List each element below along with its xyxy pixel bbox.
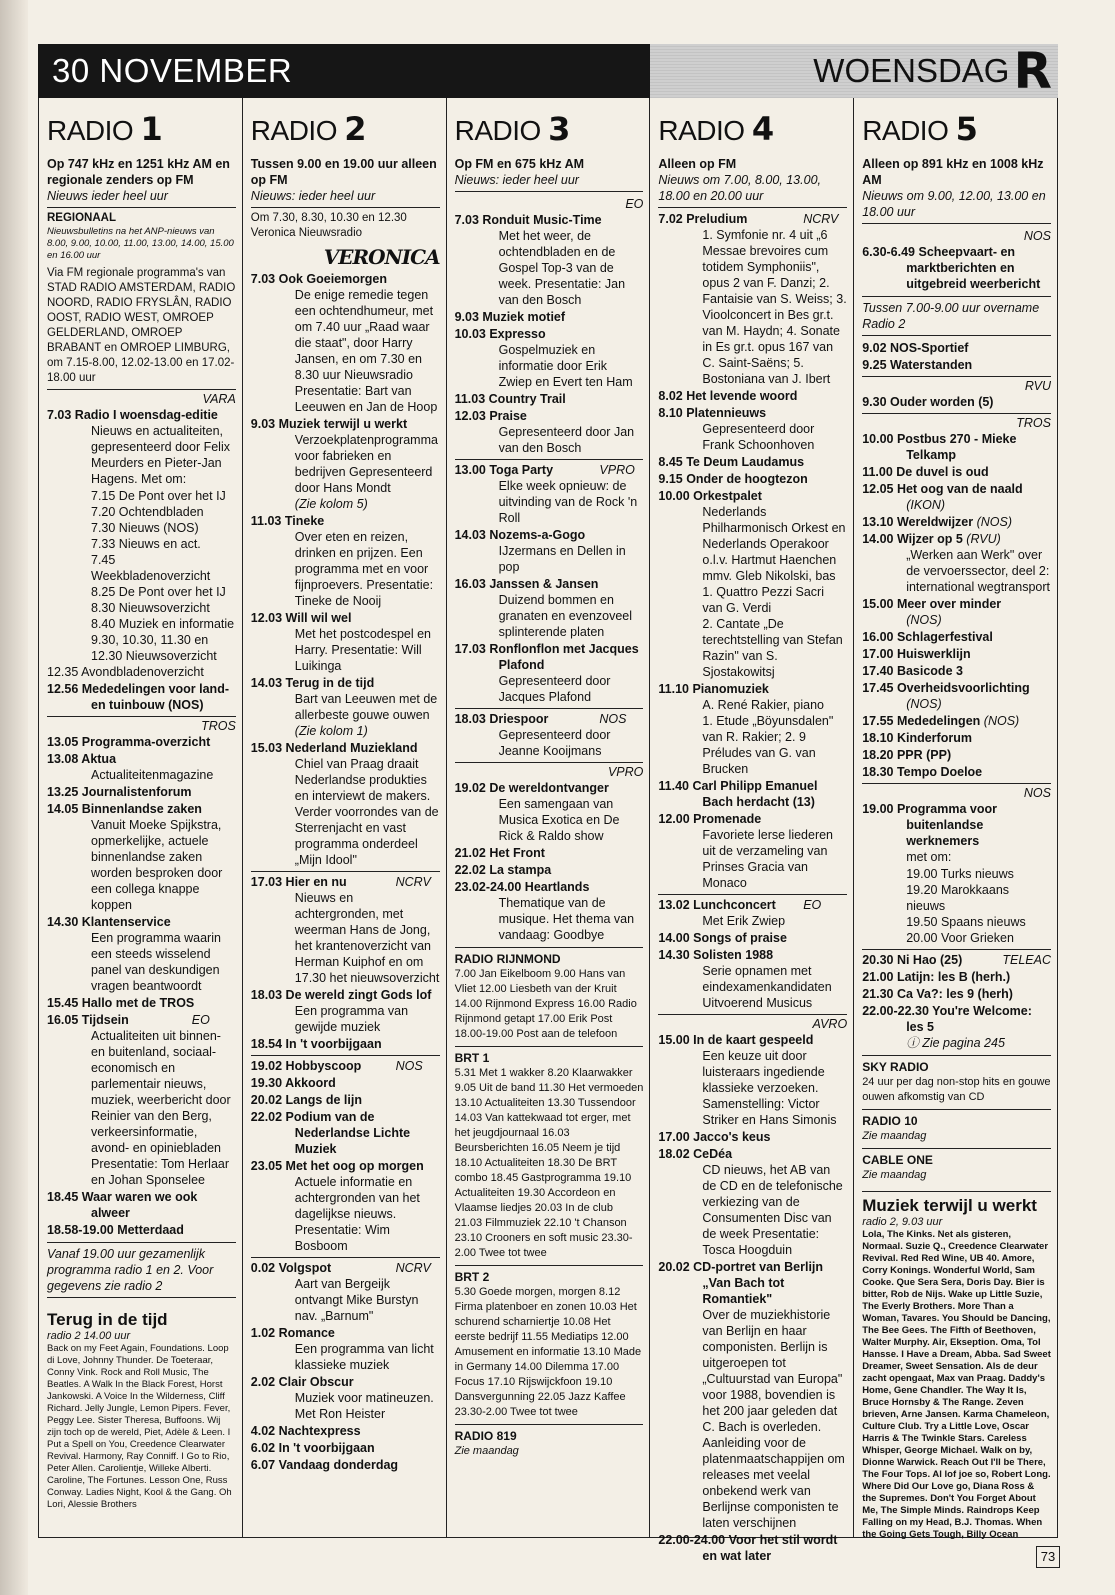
program-item: 19.30 Akkoord [250, 1076, 336, 1090]
program-item: 8.02 Het levende woord [658, 389, 798, 403]
station-title: RADIO RIJNMOND [455, 947, 644, 967]
playlist-box-subtitle: radio 2 14.00 uur [47, 1330, 131, 1342]
station-schedule: 5.31 Met 1 wakker 8.20 Klaarwakker 9.05 Uit de band 11.30 Het vermoeden 13.10 Actualiteiten 13.30 Tussendoor 14.03 Van kattekwaad tot erger, met het jeugdjournaal 16.03 Beursberichten 16.05 Neem je tijd 18.10 Actualiteiten 18.30 De BRT combo 18.45 Gastprogramma 19.10 Actualiteiten 19.30 Accordeon en Vlaamse liedjes 20.03 In de club 21.03 Filmmuziek 22.10 't Chanson 23.10 Crooners en soft music 23.30-2.00 Twee tot twee [454, 1067, 644, 1259]
broadcaster-label: RVU [862, 376, 1051, 394]
program-item: 18.03 De wereld zingt Gods lof Een programma van gewijde muziek [250, 988, 432, 1034]
program-item: 18.20 PPR (PP) [862, 748, 952, 762]
program-item: 9.30 Ouder worden (5) [862, 395, 994, 409]
program-item: NOS 19.02 Hobbyscoop [251, 1055, 440, 1074]
program-item: 17.00 Huiswerklijn [862, 647, 971, 661]
program-subitem: 7.33 Nieuws en act. [91, 537, 201, 551]
page-number: 73 [1036, 1546, 1060, 1568]
program-item: 7.03 Ook Goeiemorgen De enige remedie tegen een ochtendhumeur, met om 7.40 uur „Raad waar die staat", door Harry Jansen, en om 7.30 en 8.30 uur Nieuwsradio Presentatie: Bart van Leeuwen en Jan de Hoop [250, 272, 438, 414]
page-edge [0, 0, 28, 1595]
program-item: 23.02-24.00 Heartlands Thematique van de musique. Het thema van vandaag: Goodbye [454, 880, 635, 942]
program-item: 22.02 La stampa [454, 863, 552, 877]
program-subitem: 8.40 Muziek en informatie [91, 617, 235, 631]
program-item: 11.03 Tineke Over eten en reizen, drinken en prijzen. Een programma met en voor fijnproevers. Presentatie: Tineke de Nooij [250, 514, 434, 608]
program-item: 18.45 Waar waren we ook alweer [47, 1190, 198, 1220]
column-radio-5 [854, 98, 1057, 1540]
program-item: 13.10 Wereldwijzer (NOS) [862, 515, 1013, 529]
station-title: SKY RADIO [862, 1055, 1051, 1075]
program-item: 15.00 In de kaart gespeeld Een keuze uit door luisteraars ingediende klassieke verzoeken. Samenstelling: Victor Striker en Hans Simonis [658, 1033, 837, 1127]
news-info: Nieuws: ieder heel uur [251, 188, 440, 208]
radio-r-logo: R [1013, 42, 1052, 100]
program-subitem: 7.20 Ochtendbladen [91, 505, 204, 519]
broadcaster-label: TROS [47, 716, 236, 734]
header-day-block [650, 44, 1058, 98]
program-item: 8.10 Platennieuws Gepresenteerd door Frank Schoonhoven [658, 406, 815, 452]
program-item: 13.05 Programma-overzicht [47, 735, 211, 749]
program-item: VPRO 13.00 Toga Party Elke week opnieuw: de uitvinding van de Rock 'n Roll [455, 459, 644, 526]
column-radio-4 [650, 98, 854, 1563]
broadcaster-label: NOS [1023, 229, 1051, 243]
column-title: RADIO 5 [862, 110, 978, 148]
program-item: 21.00 Latijn: les B (herh.) [862, 970, 1011, 984]
program-item: 12.56 Mededelingen voor land- en tuinbouw (NOS) [47, 682, 229, 712]
program-item: 18.30 Tempo Doeloe [862, 765, 983, 779]
info-icon: ⓘ [906, 1036, 919, 1050]
broadcaster-label: VARA [47, 389, 236, 407]
playlist-box-body: Lola, The Kinks. Net als gisteren, Normaal. Suzie Q., Creedence Clearwater Revival. Red Red Wine, UB 40. Amore, Corry Konings. Wonderful World, Sam Cooke. Que Sera Sera, Doris Day. Bier is bitter, Rob de Nijs. Wake up Little Suzie, The Everly Brothers. More Than a Woman, Tavares. You Should be Dancing, The Bee Gees. The Fifth of Beethoven, Walter Murphy. Air, Ekseption. Oma, Tol Hansse. I Have a Dream, Abba. Sad Sweet Dreamer, Sweet Sensation. Als de deur zacht opengaat, Max van Praag. Daddy's Home, Gene Chandler. The Way It Is, Bruce Hornsby & The Range. Zeven brieven, Arne Jansen. Karma Chameleon, Culture Club. Try a Little Love, Oscar Harris & The Twinkle Stars. Careless Whisper, George Michael. Walk on by, Dionne Warwick. Reach Out I'll be There, The Four Tops. Al lof joe so, Robert Long. Where Did Our Love go, Diana Ross & the Supremes. Don't You Forget About Me, The Simple Minds. Raindrops Keep Falling on my Head, B.J. Thomas. When the Going Gets Tough, Billy Ocean [862, 1229, 1051, 1540]
playlist-box-subtitle: radio 2, 9.03 uur [862, 1216, 943, 1228]
program-item: 9.03 Muziek motief [454, 310, 566, 324]
program-subitem: 8.25 De Pont over het IJ [91, 585, 226, 599]
program-item: 14.05 Binnenlandse zaken Vanuit Moeke Spijkstra, opmerkelijke, actuele binnenlandse zaken worden besproken door een collega knappe koppen [47, 802, 223, 912]
program-item: 18.54 In 't voorbijgaan [250, 1037, 382, 1051]
shared-program-note: Vanaf 19.00 uur gezamenlijk programma radio 1 en 2. Voor gegevens zie radio 2 [47, 1242, 236, 1298]
station-schedule: Zie maandag [454, 1445, 519, 1457]
playlist-box-title: Terug in de tijd [47, 1310, 168, 1329]
program-item: 14.03 Terug in de tijd Bart van Leeuwen met de allerbeste gouwe ouwen (Zie kolom 1) [250, 676, 438, 738]
program-subitem: 20.00 Voor Grieken [906, 931, 1014, 945]
program-item: 16.00 Schlagerfestival [862, 630, 993, 644]
schedule-columns [38, 98, 1058, 1563]
program-subitem: 7.30 Nieuws (NOS) [91, 521, 199, 535]
column-title: RADIO 3 [454, 110, 570, 148]
program-item: 17.40 Basicode 3 [862, 664, 963, 678]
program-item: 15.45 Hallo met de TROS [47, 996, 195, 1010]
station-schedule: 5.30 Goede morgen, morgen 8.12 Firma platenboer en zonen 10.03 Het schurend scharniertje 10.08 Het eerste bedrijf 11.55 Mediatips 12.00 Amusement en informatie 13.10 Made in Germany 14.00 Dilemma 17.00 Focus 17.10 Rijswijckfoon 19.10 Dansvergunning 22.05 Jazz Kaffee 23.30-2.00 Twee tot twee [454, 1286, 642, 1418]
station-title: RADIO 819 [455, 1424, 644, 1444]
program-item: 14.30 Klantenservice Een programma waarin een steeds wisselend panel van deskundigen vragen beantwoordt [47, 915, 221, 993]
frequency-info: Op 747 kHz en 1251 kHz AM en regionale zenders op FM [47, 157, 230, 187]
program-item: 10.00 Orkestpalet Nederlands Philharmonisch Orkest en Nederlands Operakoor o.l.v. Hartmut Haenchen mmv. Gleb Nikolski, bas 1. Quattro Pezzi Sacri van G. Verdi 2. Cantate „De terechtstelling van Stefan Razin" van S. Sjostakowitsj [658, 489, 846, 679]
veronica-logo: VERONICA [323, 245, 440, 269]
regional-fm-text: Via FM regionale programma's van STAD RADIO AMSTERDAM, RADIO NOORD, RADIO FRYSLÂN, RADIO OOST, RADIO WEST, OMROEP GELDERLAND, OMROEP BRABANT en OMROEP LIMBURG, om 7.15-8.00, 12.02-13.00 en 17.02-18.00 uur [47, 267, 236, 384]
program-item: 12.35 Avondbladenoverzicht [47, 665, 204, 679]
program-item: 14.00 Wijzer op 5 (RVU) „Werken aan Werk" over de vervoerssector, deel 2: international wegtransport [862, 532, 1051, 594]
program-item: 23.05 Met het oog op morgen Actuele informatie en achtergronden van het dagelijkse nieuws. Presentatie: Wim Bosboom [250, 1159, 424, 1253]
station-schedule: 24 uur per dag non-stop hits en gouwe ouwen afkomstig van CD [862, 1076, 1051, 1103]
program-item: 11.03 Country Trail [454, 392, 566, 406]
program-item: 17.55 Mededelingen (NOS) [862, 714, 1020, 728]
program-item: 22.00-22.30 You're Welcome: les 5 ⓘ Zie pagina 245 [862, 1004, 1032, 1050]
news-info: Nieuws: ieder heel uur [455, 172, 644, 192]
program-item: 9.02 NOS-Sportief [862, 341, 969, 355]
station-title: CABLE ONE [862, 1148, 1051, 1168]
program-item: 6.07 Vandaag donderdag [250, 1458, 399, 1472]
program-item: 6.30-6.49 Scheepvaart- en marktberichten en uitgebreid weerbericht [862, 245, 1041, 291]
program-item: 12.03 Will wil wel Met het postcodespel en Harry. Presentatie: Will Luikinga [250, 611, 431, 673]
program-item: 1.02 Romance Een programma van licht klassieke muziek [250, 1326, 434, 1372]
program-item: 11.00 De duvel is oud [862, 465, 989, 479]
program-item: 12.03 Praise Gepresenteerd door Jan van den Bosch [454, 409, 635, 455]
program-item: 17.00 Jacco's keus [658, 1130, 771, 1144]
program-item: 18.10 Kinderforum [862, 731, 972, 745]
header-day: WOENSDAG [813, 52, 1010, 89]
program-item: 10.00 Postbus 270 - Mieke Telkamp [862, 432, 1017, 462]
playlist-box-title: Muziek terwijl u werkt [862, 1191, 1051, 1216]
frequency-info: Alleen op FM [658, 157, 737, 171]
program-subitem: 19.50 Spaans nieuws [906, 915, 1026, 929]
program-item: 21.02 Het Front [454, 846, 545, 860]
column-radio-3 [447, 98, 651, 1537]
program-item: NOS 18.03 Driespoor Gepresenteerd door Jeanne Kooijmans [455, 708, 644, 759]
header-date: 30 NOVEMBER [38, 44, 650, 98]
program-item: 21.30 Ca Va?: les 9 (herh) [862, 987, 1013, 1001]
program-item: 9.25 Waterstanden [862, 358, 973, 372]
program-item: 20.02 CD-portret van Berlijn „Van Bach tot Romantiek" Over de muziekhistorie van Berlijn en haar componisten. Berlijn is uitgeroepen tot „Cultuurstad van Europa" voor 1988, bovendien is het 200 jaar geleden dat C. Bach is overleden. Aanleiding voor de platenmaatschappijen om releases met veelal onbekend werk van Berlijnse componisten te laten verschijnen [658, 1260, 845, 1530]
news-info: Nieuws ieder heel uur [47, 188, 236, 208]
veronica-news-times: Om 7.30, 8.30, 10.30 en 12.30 Veronica Nieuwsradio [250, 212, 407, 239]
broadcaster-label: VPRO [455, 762, 644, 780]
station-title: BRT 1 [455, 1046, 644, 1066]
page-header [38, 44, 1058, 98]
program-item: NCRV 0.02 Volgspot Aart van Bergeijk ontvangt Mike Burstyn nav. „Barnum" [251, 1257, 440, 1324]
broadcaster-label: TROS [862, 413, 1051, 431]
station-schedule: 7.00 Jan Eikelboom 9.00 Hans van Vliet 12.00 Liesbeth van der Kruit 14.00 Rijnmond Express 16.00 Radio Rijnmond getapt 17.00 Erik Post 18.00-19.00 Post aan de telefoon [454, 968, 637, 1040]
program-item: EO 16.05 Tijdsein Actualiteiten uit binnen- en buitenland, sociaal-economisch en parlementair nieuws, muziek, weerbericht door Reinier van den Berg, verkeersinformatie, avond- en opiniebladen Presentatie: Tom Herlaar en Johan Sponselee [47, 1013, 231, 1187]
program-item: 16.03 Janssen & Jansen Duizend bommen en granaten en evenzoveel splinterende platen [454, 577, 633, 639]
program-subitem: 19.00 Turks nieuws [906, 867, 1014, 881]
program-item: 8.45 Te Deum Laudamus [658, 455, 805, 469]
program-item: 2.02 Clair Obscur Muziek voor matineuzen. Met Ron Heister [250, 1375, 434, 1421]
station-title: BRT 2 [455, 1265, 644, 1285]
program-item: 15.03 Nederland Muziekland Chiel van Praag draait Nederlandse produkties en interviewt de makers. Verder voorrondes van de Sterrenjacht en vast programma onderdeel „Mijn Idool" [250, 741, 439, 867]
station-schedule: Zie maandag [862, 1130, 927, 1142]
program-item: 22.02 Podium van de Nederlandse Lichte Muziek [250, 1110, 411, 1156]
program-item: 19.02 De wereldontvanger Een samengaan van Musica Exotica en De Rick & Raldo show [454, 781, 620, 843]
frequency-info: Alleen op 891 kHz en 1008 kHz AM [862, 157, 1044, 187]
column-title: RADIO 2 [250, 110, 367, 148]
program-item: 19.00 Programma voor buitenlandse werknemers met om: [862, 802, 997, 864]
regional-text: Nieuwsbulletins na het ANP-nieuws van 8.00, 9.00, 10.00, 11.00, 13.00, 14.00, 15.00 en 16.00 uur [47, 226, 234, 261]
column-radio-1 [39, 98, 243, 1537]
station-schedule: Zie maandag [862, 1169, 927, 1181]
program-item: 13.08 Aktua Actualiteitenmagazine [47, 752, 214, 782]
program-item: 15.00 Meer over minder (NOS) [862, 597, 1002, 627]
news-info: Nieuws om 9.00, 12.00, 13.00 en 18.00 uur [862, 188, 1051, 224]
program-item: 17.45 Overheidsvoorlichting (NOS) [862, 681, 1030, 711]
program-item: 13.25 Journalistenforum [47, 785, 192, 799]
program-item: NCRV 17.03 Hier en nu Nieuws en achtergronden, met weerman Hans de Jong, het krantenoverzicht van Herman Kuiphof en om 17.30 het nieuwsoverzicht [251, 871, 440, 986]
program-item: 7.03 Ronduit Music-Time Met het weer, de ochtendbladen en de Gospel Top-3 van de week. Presentatie: Jan van den Bosch [454, 213, 626, 307]
program-item: 14.30 Solisten 1988 Serie opnamen met eindexamenkandidaten Uitvoerend Musicus [658, 948, 832, 1010]
broadcaster-label: EO [625, 197, 644, 211]
program-item: EO 13.02 Lunchconcert Met Erik Zwiep [658, 894, 847, 929]
program-item: 22.00-24.00 Voor het stil wordt en wat later [658, 1533, 838, 1563]
program-item: 17.03 Ronflonflon met Jacques Plafond Gepresenteerd door Jacques Plafond [454, 642, 639, 704]
relay-note: Tussen 7.00-9.00 uur overname Radio 2 [862, 296, 1051, 336]
column-radio-2 [243, 98, 447, 1537]
program-item: TELEAC 20.30 Ni Hao (25) [862, 949, 1051, 968]
column-title: RADIO 1 [47, 110, 163, 148]
program-item: 6.02 In 't voorbijgaan [250, 1441, 375, 1455]
program-item: 4.02 Nachtexpress [250, 1424, 361, 1438]
program-item: 12.00 Promenade Favoriete lerse liederen uit de verzameling van Prinses Gracia van Monaco [658, 812, 834, 890]
column-title: RADIO 4 [658, 110, 774, 148]
program-item: 7.03 Radio I woensdag-editie Nieuws en actualiteiten, gepresenteerd door Felix Meurders en Pieter-Jan Hagens. Met om: [47, 408, 230, 486]
program-item: 12.05 Het oog van de naald (IKON) [862, 482, 1023, 512]
program-item: 11.40 Carl Philipp Emanuel Bach herdacht (13) [658, 779, 818, 809]
program-item: 9.03 Muziek terwijl u werkt Verzoekplatenprogramma voor fabrieken en bedrijven Gepresenteerd door Hans Mondt (Zie kolom 5) [250, 417, 438, 511]
program-item: 10.03 Expresso Gospelmuziek en informatie door Erik Zwiep en Evert ten Ham [454, 327, 633, 389]
news-info: Nieuws om 7.00, 8.00, 13.00, 18.00 en 20.00 uur [658, 172, 847, 208]
program-item: 14.00 Songs of praise [658, 931, 787, 945]
broadcaster-label: NOS [862, 783, 1051, 801]
broadcaster-label: AVRO [658, 1014, 847, 1032]
program-item: 14.03 Nozems-a-Gogo IJzermans en Dellen in pop [454, 528, 626, 574]
program-item: 11.10 Pianomuziek A. René Rakier, piano 1. Etude „Böyunsdalen" van R. Rakier; 2. 9 Préludes van G. van Brucken [658, 682, 834, 776]
program-subitem: 8.30 Nieuwsoverzicht [91, 601, 210, 615]
program-item: 18.58-19.00 Metterdaad [47, 1223, 184, 1237]
program-subitem: 7.45 Weekbladenoverzicht [91, 553, 211, 583]
program-subitem: 9.30, 10.30, 11.30 en 12.30 Nieuwsoverzicht [91, 633, 217, 663]
program-item: NCRV 7.02 Preludium 1. Symfonie nr. 4 uit „6 Messae brevoires cum totidem Symphoniis", opus 2 van F. Danzi; 2. Fantaisie van S. Weiss; 3. Vioolconcert in Bes gr.t. van M. Haydn; 4. Sonate in Es gr.t. opus 167 van C. Saint-Saëns; 5. Bostoniana van J. Ibert [658, 212, 847, 386]
program-item: 9.15 Onder de hoogtezon [658, 472, 808, 486]
program-subitem: 7.15 De Pont over het IJ [91, 489, 226, 503]
program-item: 20.02 Langs de lijn [250, 1093, 362, 1107]
program-subitem: 19.20 Marokkaans nieuws [906, 883, 1010, 913]
playlist-box-body: Back on my Feet Again, Foundations. Loop di Love, Johnny Thunder. De Toeteraar, Conny Vink. Rock and Roll Music, The Beatles. A Walk In the Black Forest, Horst Jankowski. A Voice In the Wilderness, Cliff Richard. Jelly Jungle, Lemon Pipers. Fever, Peggy Lee. Sister Theresa, Buffoons. Wij zijn toch op de wereld, Piet, Adèle & Leen. I Put a Spell on You, Creedence Clearwater Revival. Harmony, Ray Conniff. I Go to Rio, Peter Allen. Carolientje, Willeke Alberti. Caroline, The Fortunes. Lesson One, Russ Conway. Ladies Night, Kool & the Gang. Oh Lori, Alessie Brothers [47, 1343, 232, 1510]
frequency-info: Op FM en 675 kHz AM [454, 157, 585, 171]
station-title: RADIO 10 [862, 1109, 1051, 1129]
frequency-info: Tussen 9.00 en 19.00 uur alleen op FM [250, 157, 437, 187]
regional-title: REGIONAAL [47, 212, 116, 224]
program-item: 18.02 CeDéa CD nieuws, het AB van de CD en de telefonische verkiezing van de Consumenten Disc van de week Presentatie: Tosca Hoogduin [658, 1147, 843, 1257]
